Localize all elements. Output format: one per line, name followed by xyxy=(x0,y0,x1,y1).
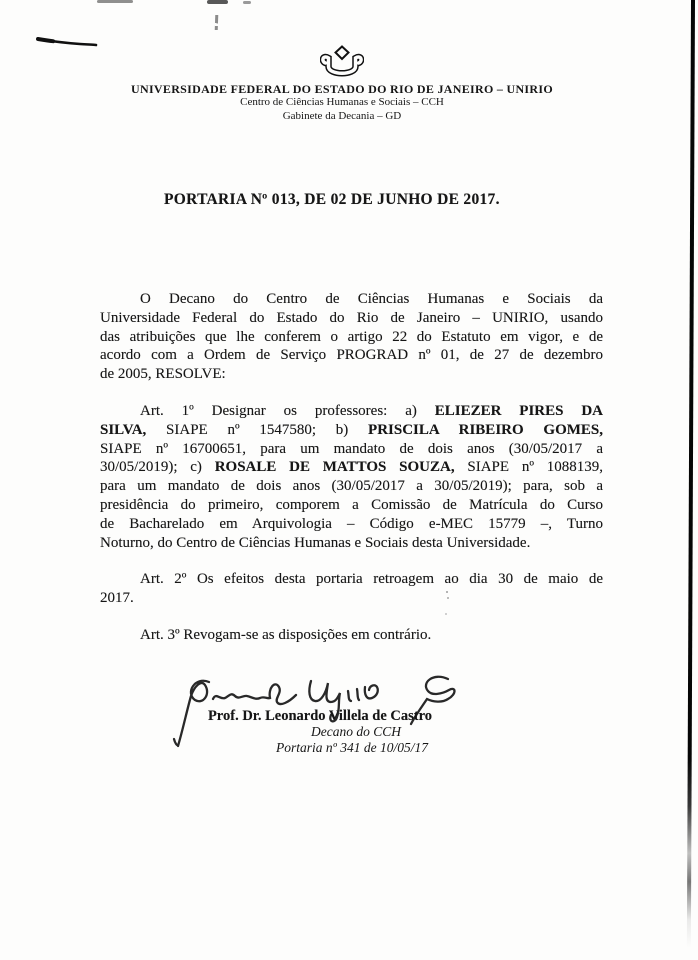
handwritten-signature xyxy=(165,668,465,758)
scan-speck xyxy=(215,15,219,30)
scan-smudge xyxy=(243,1,251,4)
text-line xyxy=(100,626,603,645)
text-run: 2017. xyxy=(100,590,134,607)
text-run: Art. 3º Revogam-se as disposições em contrário. xyxy=(140,626,432,643)
text-line xyxy=(100,534,603,553)
bold-text-run: ROSALE DE MATTOS SOUZA, xyxy=(214,459,455,476)
text-line xyxy=(100,421,603,440)
text-run: O Decano do Centro de Ciências Humanas e Sociais da xyxy=(140,291,603,307)
paragraph xyxy=(100,402,603,552)
text-line xyxy=(100,515,603,534)
text-line xyxy=(100,589,603,608)
paragraph xyxy=(100,290,603,384)
text-run: Noturno, do Centro de Ciências Humanas e Sociais desta Universidade. xyxy=(100,534,531,551)
signer-appointment: Portaria nº 341 de 10/05/17 xyxy=(276,740,428,755)
text-run: das atribuições que lhe conferem o artigo 22 do Estatuto em vigor, e de xyxy=(100,328,603,345)
office-name: Gabinete da Decania – GD xyxy=(282,109,402,122)
text-run: 30/05/2019); c) xyxy=(100,459,215,476)
university-name: UNIVERSIDADE FEDERAL DO ESTADO DO RIO DE JANEIRO – UNIRIO xyxy=(131,82,553,96)
text-line xyxy=(100,440,603,459)
paragraph xyxy=(100,626,603,645)
text-run: para um mandato de dois anos (30/05/2017 a 30/05/2019); para, sob a xyxy=(100,478,603,495)
unirio-logo-icon xyxy=(320,45,364,80)
text-run: Art. 2º Os efeitos desta portaria retroagem ao dia 30 de maio de xyxy=(140,571,603,588)
text-line xyxy=(100,290,603,309)
text-line xyxy=(100,309,603,328)
text-line xyxy=(100,365,603,384)
text-line xyxy=(100,477,603,496)
text-run: de Bacharelado em Arquivologia – Código e-MEC 15779 –, Turno xyxy=(100,515,603,532)
paragraph xyxy=(100,570,603,608)
scan-smudge xyxy=(207,0,228,4)
text-run: Art. 1º Designar os professores: a) xyxy=(140,402,435,419)
text-line xyxy=(100,496,603,515)
text-run: SIAPE nº 1088139, xyxy=(454,459,604,476)
text-run: de 2005, RESOLVE: xyxy=(100,366,226,383)
scan-smudge xyxy=(97,0,133,3)
signer-role: Decano do CCH xyxy=(311,724,401,739)
text-line xyxy=(100,328,603,347)
text-line xyxy=(100,458,603,477)
text-run: SIAPE nº 16700651, para um mandato de dois anos (30/05/2017 a xyxy=(100,440,603,457)
text-run: acordo com a Ordem de Serviço PROGRAD nº 01, de 27 de dezembro xyxy=(100,347,603,364)
text-line xyxy=(100,346,603,365)
text-run: SIAPE nº 1547580; b) xyxy=(146,421,369,438)
bold-text-run: PRISCILA RIBEIRO GOMES, xyxy=(368,421,603,438)
text-run: presidência do primeiro, comporem a Comissão de Matrícula do Curso xyxy=(100,496,603,513)
signer-name: Prof. Dr. Leonardo Villela de Castro xyxy=(207,708,433,724)
bold-text-run: SILVA, xyxy=(100,421,147,438)
scan-edge-line xyxy=(687,0,695,948)
bold-text-run: ELIEZER PIRES DA xyxy=(434,402,603,419)
text-line xyxy=(100,570,603,589)
document-body xyxy=(100,290,603,663)
text-run: Universidade Federal do Estado do Rio de Janeiro – UNIRIO, usando xyxy=(100,309,603,326)
letterhead xyxy=(4,45,680,123)
portaria-title: PORTARIA Nº 013, DE 02 DE JUNHO DE 2017. xyxy=(164,191,500,208)
text-line xyxy=(100,402,603,421)
center-name: Centro de Ciências Humanas e Sociais – CCH xyxy=(240,96,444,108)
